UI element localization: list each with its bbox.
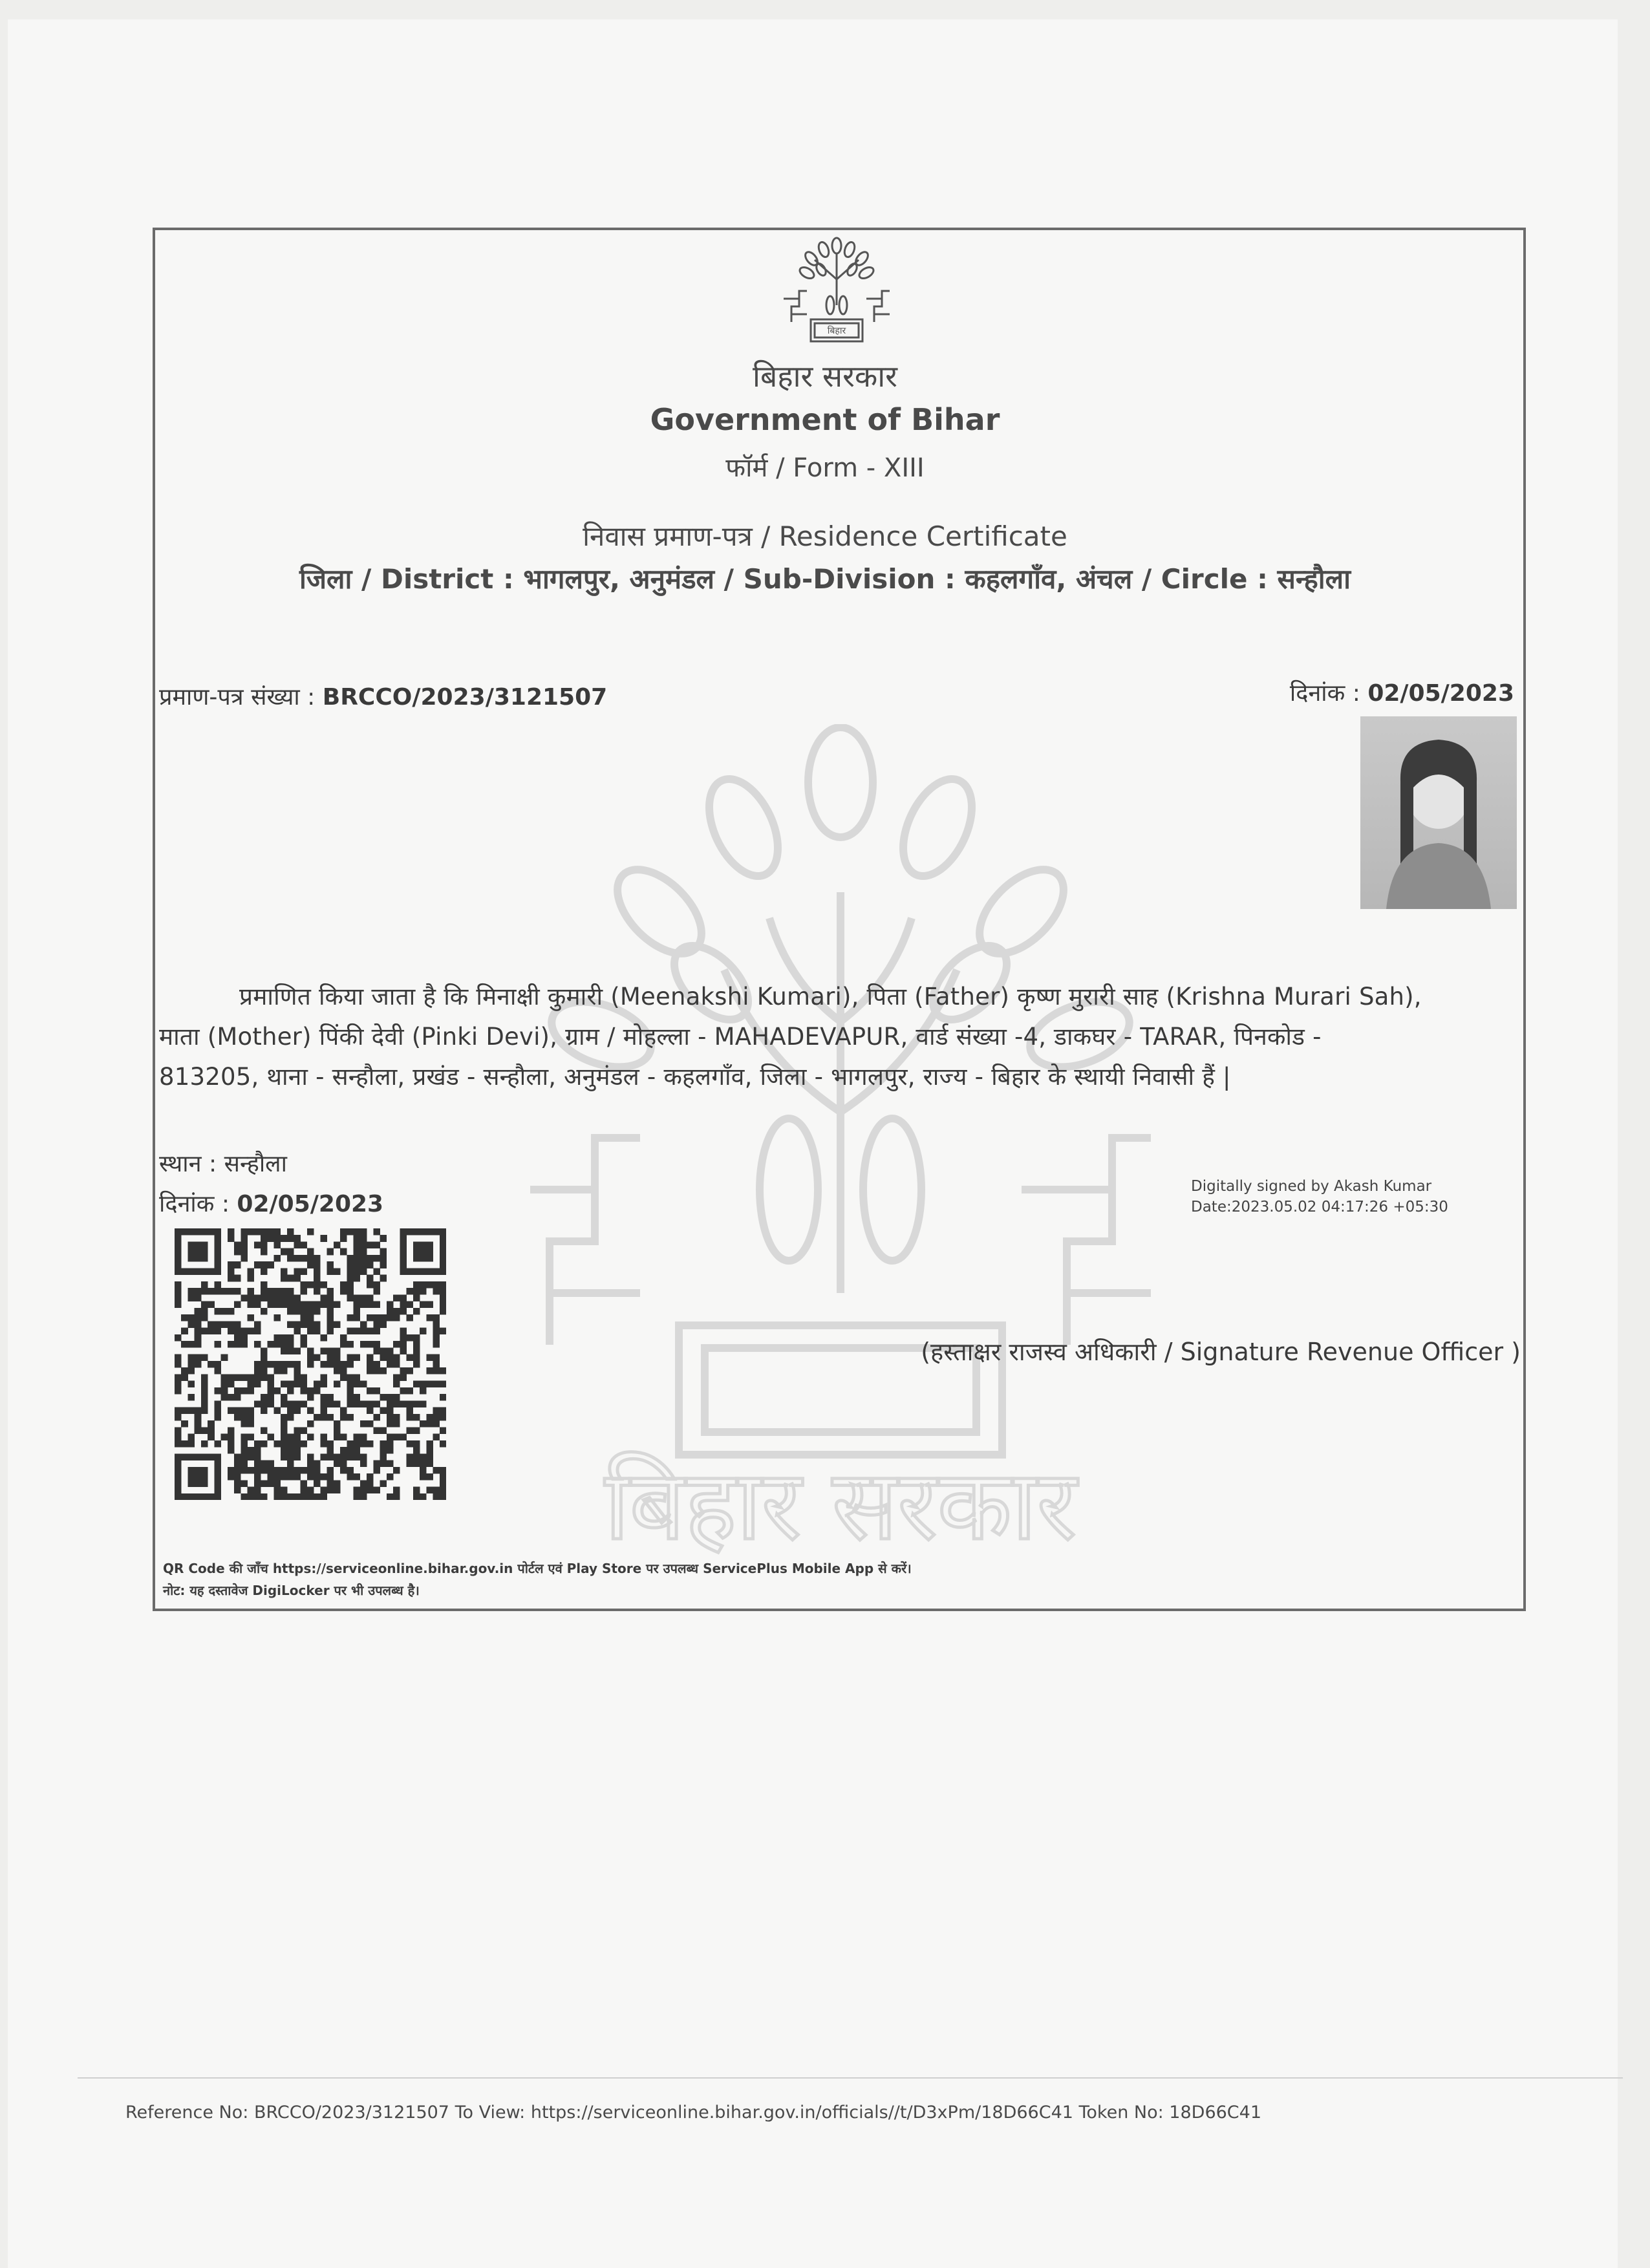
qr-verification-note: QR Code की जाँच https://serviceonline.bihar.gov.in पोर्टल एवं Play Store पर उपलब्ध ServicePlus Mobile App से करें। xyxy=(163,1561,912,1576)
emblem-inscription: बिहार xyxy=(827,326,846,336)
body-line-2: माता (Mother) पिंकी देवी (Pinki Devi), ग्राम / मोहल्ला - MAHADEVAPUR, वार्ड संख्या -4, डाकघर - TARAR, पिनकोड - xyxy=(159,1023,1322,1051)
reference-line: Reference No: BRCCO/2023/3121507 To View: https://serviceonline.bihar.gov.in/officials//t/D3xPm/18D66C41 Token No: 18D66C41 xyxy=(125,2102,1262,2123)
form-number: फॉर्म / Form - XIII xyxy=(725,453,925,483)
bihar-emblem-icon xyxy=(776,234,897,349)
digital-signature-line-2: Date:2023.05.02 04:17:26 +05:30 xyxy=(1191,1199,1448,1215)
applicant-photo xyxy=(1360,716,1517,909)
govt-hindi: बिहार सरकार xyxy=(753,359,897,394)
place-date xyxy=(159,1187,383,1219)
signature-caption: (हस्ताक्षर राजस्व अधिकारी / Signature Revenue Officer ) xyxy=(921,1338,1521,1366)
place-date-value: 02/05/2023 xyxy=(237,1191,384,1217)
place-value: सन्हौला xyxy=(224,1151,287,1177)
bihar-emblem-watermark-icon xyxy=(530,724,1151,1565)
issue-date-label: दिनांक : xyxy=(1289,680,1360,707)
district-line: जिला / District : भागलपुर, अनुमंडल / Sub-Division : कहलगाँव, अंचल / Circle : सन्हौला xyxy=(299,563,1351,595)
place-date-label: दिनांक : xyxy=(159,1191,230,1217)
certificate-number-label: प्रमाण-पत्र संख्या : xyxy=(159,684,316,711)
place-label: स्थान : xyxy=(159,1151,217,1177)
issue-date xyxy=(1290,676,1514,708)
body-line-1: प्रमाणित किया जाता है कि मिनाक्षी कुमारी (Meenakshi Kumari), पिता (Father) कृष्ण मुरारी साह (Krishna Murari Sah), xyxy=(239,983,1422,1011)
body-line-3: 813205, थाना - सन्हौला, प्रखंड - सन्हौला, अनुमंडल - कहलगाँव, जिला - भागलपुर, राज्य - बिहार के स्थायी निवासी हैं | xyxy=(159,1063,1231,1091)
certificate-title: निवास प्रमाण-पत्र / Residence Certificate xyxy=(583,520,1067,552)
issue-date-value: 02/05/2023 xyxy=(1367,680,1514,707)
place xyxy=(159,1147,287,1179)
digital-signature-line-1: Digitally signed by Akash Kumar xyxy=(1191,1178,1432,1195)
digilocker-note: नोट: यह दस्तावेज DigiLocker पर भी उपलब्ध है। xyxy=(163,1583,420,1598)
certificate-number-value: BRCCO/2023/3121507 xyxy=(322,684,608,711)
govt-english: Government of Bihar xyxy=(650,402,1000,437)
certificate-number xyxy=(159,680,607,712)
watermark-text: बिहार सरकार xyxy=(604,1450,1077,1562)
footer-rule xyxy=(78,2077,1623,2079)
qr-code[interactable] xyxy=(175,1228,446,1500)
